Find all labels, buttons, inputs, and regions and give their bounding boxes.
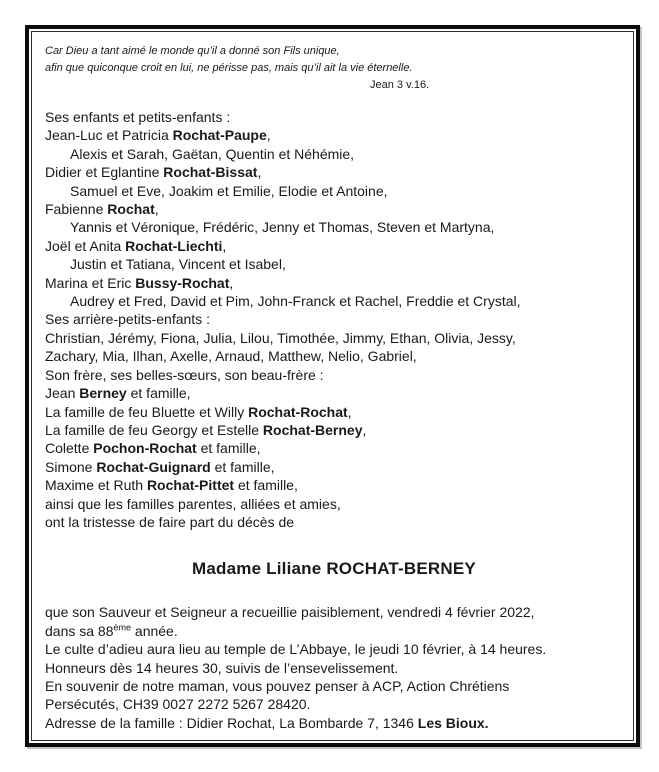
plain-text: Son frère, ses belles-sœurs, son beau-frère : xyxy=(45,366,324,383)
text-line xyxy=(45,274,623,292)
plain-text: La famille de feu Georgy et Estelle xyxy=(45,421,263,438)
plain-text: et famille, xyxy=(126,385,191,402)
plain-text: Adresse de la famille : Didier Rochat, La Bombarde 7, 1346 xyxy=(45,714,418,731)
text-line xyxy=(45,292,623,310)
plain-text: Christian, Jérémy, Fiona, Julia, Lilou, Timothée, Jimmy, Ethan, Olivia, Jessy, xyxy=(45,329,516,346)
plain-text: , xyxy=(362,421,367,438)
plain-text: dans sa 88 xyxy=(45,622,114,639)
text-line xyxy=(45,384,623,402)
plain-text: Persécutés, CH39 0027 2272 5267 28420. xyxy=(45,696,311,713)
text-line xyxy=(45,495,623,513)
plain-text: Le culte d’adieu aura lieu au temple de L’Abbaye, le jeudi 10 février, à 14 heures. xyxy=(45,641,547,658)
text-line xyxy=(45,695,623,713)
plain-text: ainsi que les familles parentes, alliées et amies, xyxy=(45,495,341,512)
plain-text: que son Sauveur et Seigneur a recueillie paisiblement, vendredi 4 février 2022, xyxy=(45,604,535,621)
plain-text: , xyxy=(222,237,227,254)
text-line xyxy=(45,714,623,732)
bold-name-text: Rochat-Guignard xyxy=(96,458,211,475)
plain-text: Jean xyxy=(45,385,80,402)
bible-quote-block xyxy=(45,43,623,94)
text-line xyxy=(45,255,623,273)
plain-text: Simone xyxy=(45,458,97,475)
superscript-text: ème xyxy=(113,622,132,633)
bold-name-text: Rochat-Berney xyxy=(262,421,363,438)
text-line xyxy=(45,659,623,677)
plain-text: et famille, xyxy=(210,458,275,475)
plain-text: Colette xyxy=(45,440,94,457)
plain-text: La famille de feu Bluette et Willy xyxy=(45,403,249,420)
plain-text: Honneurs dès 14 heures 30, suivis de l’ensevelissement. xyxy=(45,659,399,676)
plain-text: , xyxy=(266,127,271,144)
family-list xyxy=(45,108,623,531)
text-line xyxy=(45,200,623,218)
plain-text: Maxime et Ruth xyxy=(45,477,147,494)
text-line xyxy=(45,677,623,695)
text-line xyxy=(45,640,623,658)
plain-text: Marina et Eric xyxy=(45,274,136,291)
text-line xyxy=(45,513,623,531)
text-line xyxy=(45,476,623,494)
plain-text: , xyxy=(347,403,352,420)
text-line xyxy=(45,458,623,476)
plain-text: Jean-Luc et Patricia xyxy=(45,127,173,144)
bold-name-text: Rochat-Pittet xyxy=(146,477,235,494)
bold-name-text: Rochat-Bissat xyxy=(163,164,258,181)
plain-text: Didier et Eglantine xyxy=(45,164,164,181)
plain-text: Fabienne xyxy=(45,201,108,218)
plain-text: et famille, xyxy=(234,477,298,494)
deceased-name: Madame Liliane ROCHAT-BERNEY xyxy=(192,559,476,579)
plain-text: Ses arrière-petits-enfants : xyxy=(45,311,210,328)
quote-line-2: afin que quiconque croit en lui, ne périsse pas, mais qu’il ait la vie éternelle. xyxy=(45,62,413,74)
bold-name-text: Rochat-Liechti xyxy=(125,237,223,254)
text-line xyxy=(45,403,623,421)
announcement-card xyxy=(31,31,634,741)
text-line xyxy=(45,439,623,457)
plain-text: Samuel et Eve, Joakim et Emilie, Elodie et Antoine, xyxy=(70,182,388,199)
text-line xyxy=(45,421,623,439)
bold-name-text: Rochat-Paupe xyxy=(172,127,267,144)
plain-text: , xyxy=(154,201,159,218)
plain-text: En souvenir de notre maman, vous pouvez penser à ACP, Action Chrétiens xyxy=(45,677,510,694)
text-line xyxy=(45,310,623,328)
plain-text: et famille, xyxy=(196,440,261,457)
text-line xyxy=(45,366,623,384)
bold-name-text: Rochat-Rochat xyxy=(248,403,348,420)
plain-text: année. xyxy=(131,622,178,639)
plain-text: Yannis et Véronique, Frédéric, Jenny et Thomas, Steven et Martyna, xyxy=(70,219,495,236)
text-line xyxy=(45,603,623,621)
plain-text: Justin et Tatiana, Vincent et Isabel, xyxy=(70,256,286,273)
plain-text: ont la tristesse de faire part du décès de xyxy=(45,513,295,530)
text-line xyxy=(45,163,623,181)
plain-text: Zachary, Mia, Ilhan, Axelle, Arnaud, Matthew, Nelio, Gabriel, xyxy=(45,348,417,365)
text-line xyxy=(45,622,623,640)
plain-text: Ses enfants et petits-enfants : xyxy=(45,109,231,125)
quote-attribution: Jean 3 v.16. xyxy=(370,79,430,91)
plain-text: Alexis et Sarah, Gaëtan, Quentin et Néhémie, xyxy=(70,145,355,162)
quote-line-1: Car Dieu a tant aimé le monde qu’il a donné son Fils unique, xyxy=(45,45,340,57)
text-line xyxy=(45,108,623,126)
text-line xyxy=(45,182,623,200)
text-line xyxy=(45,347,623,365)
plain-text: , xyxy=(229,274,234,291)
bold-name-text: Pochon-Rochat xyxy=(93,440,197,457)
text-line xyxy=(45,237,623,255)
text-line xyxy=(45,126,623,144)
bold-name-text: Bussy-Rochat xyxy=(135,274,230,291)
announcement-border-outer xyxy=(25,25,640,747)
closing-paragraphs xyxy=(45,603,623,732)
text-line xyxy=(45,145,623,163)
text-line xyxy=(45,218,623,236)
bold-name-text: Les Bioux. xyxy=(417,714,489,731)
plain-text: Audrey et Fred, David et Pim, John-Franck et Rachel, Freddie et Crystal, xyxy=(70,293,521,310)
plain-text: Joël et Anita xyxy=(45,237,126,254)
plain-text: , xyxy=(257,164,262,181)
bold-name-text: Rochat xyxy=(107,201,155,218)
text-line xyxy=(45,329,623,347)
bold-name-text: Berney xyxy=(79,385,127,402)
